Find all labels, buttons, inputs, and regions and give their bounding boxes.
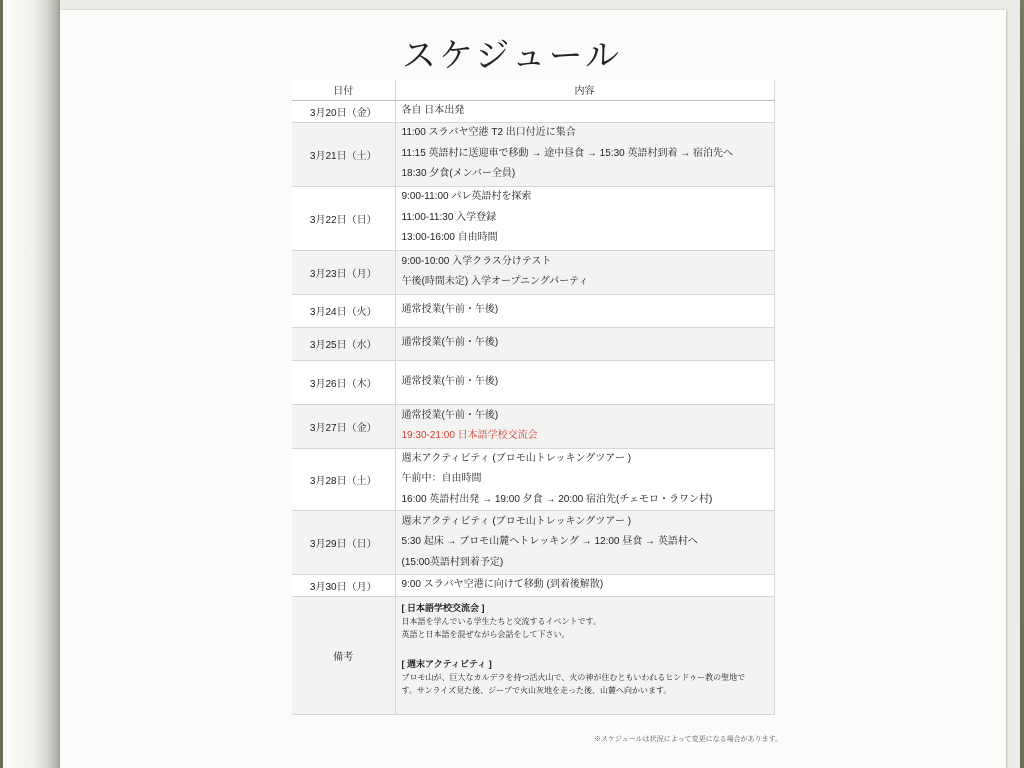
left-page-curl	[0, 0, 60, 768]
table-row	[292, 327, 774, 360]
table-row	[292, 404, 774, 448]
date-cell: 3月22日（日）	[292, 186, 395, 250]
date-cell: 3月28日（土）	[292, 448, 395, 511]
table-row	[292, 511, 774, 575]
schedule-line: 9:00-11:00 パレ英語村を探索	[401, 191, 532, 203]
table-row	[292, 294, 774, 327]
schedule-line: 通常授業(午前・午後)	[401, 304, 499, 316]
schedule-line: 9:00 スラバヤ空港に向けて移動 (到着後解散)	[401, 579, 604, 591]
date-cell: 3月21日（土）	[292, 122, 395, 186]
table-row	[292, 448, 774, 511]
schedule-line: 9:00-10:00 入学クラス分けテスト	[401, 255, 552, 267]
column-header-date: 日付	[292, 80, 395, 100]
content-cell	[395, 404, 774, 448]
notes-text: 英語と日本語を混ぜながら会話をして下さい。	[401, 630, 570, 639]
notes-content	[395, 597, 774, 715]
date-cell: 3月23日（月）	[292, 250, 395, 294]
notes-label: 備考	[292, 597, 395, 715]
content-cell	[395, 100, 774, 122]
content-cell	[395, 360, 774, 404]
date-cell: 3月29日（日）	[292, 511, 395, 575]
notes-heading: [ 週末アクティビティ ]	[401, 659, 492, 669]
highlighted-event-line: 19:30-21:00 日本語学校交流会	[401, 430, 538, 441]
content-cell	[395, 327, 774, 360]
table-header-row	[292, 80, 774, 100]
content-cell	[395, 448, 774, 511]
date-cell: 3月30日（月）	[292, 575, 395, 597]
page-title: スケジュール	[402, 36, 622, 76]
schedule-line: 週末アクティビティ (ブロモ山トレッキングツアー )	[401, 452, 632, 464]
notes-text: 日本語を学んでいる学生たちと交流するイベントです。	[401, 617, 601, 626]
footnote: ※スケジュールは状況によって変更になる場合があります。	[594, 735, 783, 743]
notes-text: す。サンライズ見た後、ジープで火山灰地を走った後、山麓へ向かいます。	[401, 686, 672, 695]
schedule-table	[292, 80, 775, 715]
table-row	[292, 122, 774, 186]
table-row	[292, 100, 774, 122]
date-cell: 3月26日（木）	[292, 360, 395, 404]
table-row	[292, 575, 774, 597]
column-header-content: 内容	[395, 80, 774, 100]
date-cell: 3月25日（水）	[292, 327, 395, 360]
content-cell	[395, 511, 774, 575]
schedule-line: 週末アクティビティ (ブロモ山トレッキングツアー )	[401, 515, 632, 527]
table-row	[292, 250, 774, 294]
date-cell: 3月24日（火）	[292, 294, 395, 327]
notes-row	[292, 597, 774, 715]
schedule-line: 5:30 起床 → ブロモ山麓へトレッキング → 12:00 昼食 → 英語村へ	[401, 536, 698, 548]
schedule-line: 11:00-11:30 入学登録	[401, 211, 497, 223]
content-cell	[395, 186, 774, 250]
schedule-line: 11:15 英語村に送迎車で移動 → 途中昼食 → 15:30 英語村到着 → 宿泊先へ	[401, 147, 734, 159]
schedule-line: 11:00 スラバヤ空港 T2 出口付近に集合	[401, 127, 576, 139]
content-cell	[395, 250, 774, 294]
date-cell: 3月20日（金）	[292, 100, 395, 122]
notes-gap	[402, 641, 768, 653]
content-cell	[395, 122, 774, 186]
schedule-line: 通常授業(午前・午後)	[401, 409, 499, 421]
date-cell: 3月27日（金）	[292, 404, 395, 448]
schedule-line: 午前中：自由時間	[401, 473, 482, 484]
table-row	[292, 360, 774, 404]
schedule-line: 18:30 夕食(メンバー全員)	[401, 168, 516, 180]
schedule-line: 午後(時間未定) 入学オープニングパーティ	[401, 276, 589, 287]
schedule-line: 通常授業(午前・午後)	[401, 375, 499, 387]
schedule-line: 13:00-16:00 自由時間	[401, 232, 498, 244]
schedule-line: (15:00英語村到着予定)	[401, 556, 504, 568]
table-row	[292, 186, 774, 250]
content-cell	[395, 294, 774, 327]
book-spine	[0, 0, 3, 768]
notes-heading: [ 日本語学校交流会 ]	[401, 603, 485, 613]
schedule-line: 通常授業(午前・午後)	[401, 337, 499, 349]
schedule-line: 各自 日本出発	[401, 104, 465, 116]
schedule-line: 16:00 英語村出発 → 19:00 夕食 → 20:00 宿泊先(チェモロ・ラワン村)	[401, 493, 713, 505]
content-cell	[395, 575, 774, 597]
schedule-body	[292, 100, 774, 715]
notes-text: ブロモ山が、巨大なカルデラを持つ活火山で、火の神が住むともいわれるヒンドゥー教の聖地で	[401, 673, 746, 682]
